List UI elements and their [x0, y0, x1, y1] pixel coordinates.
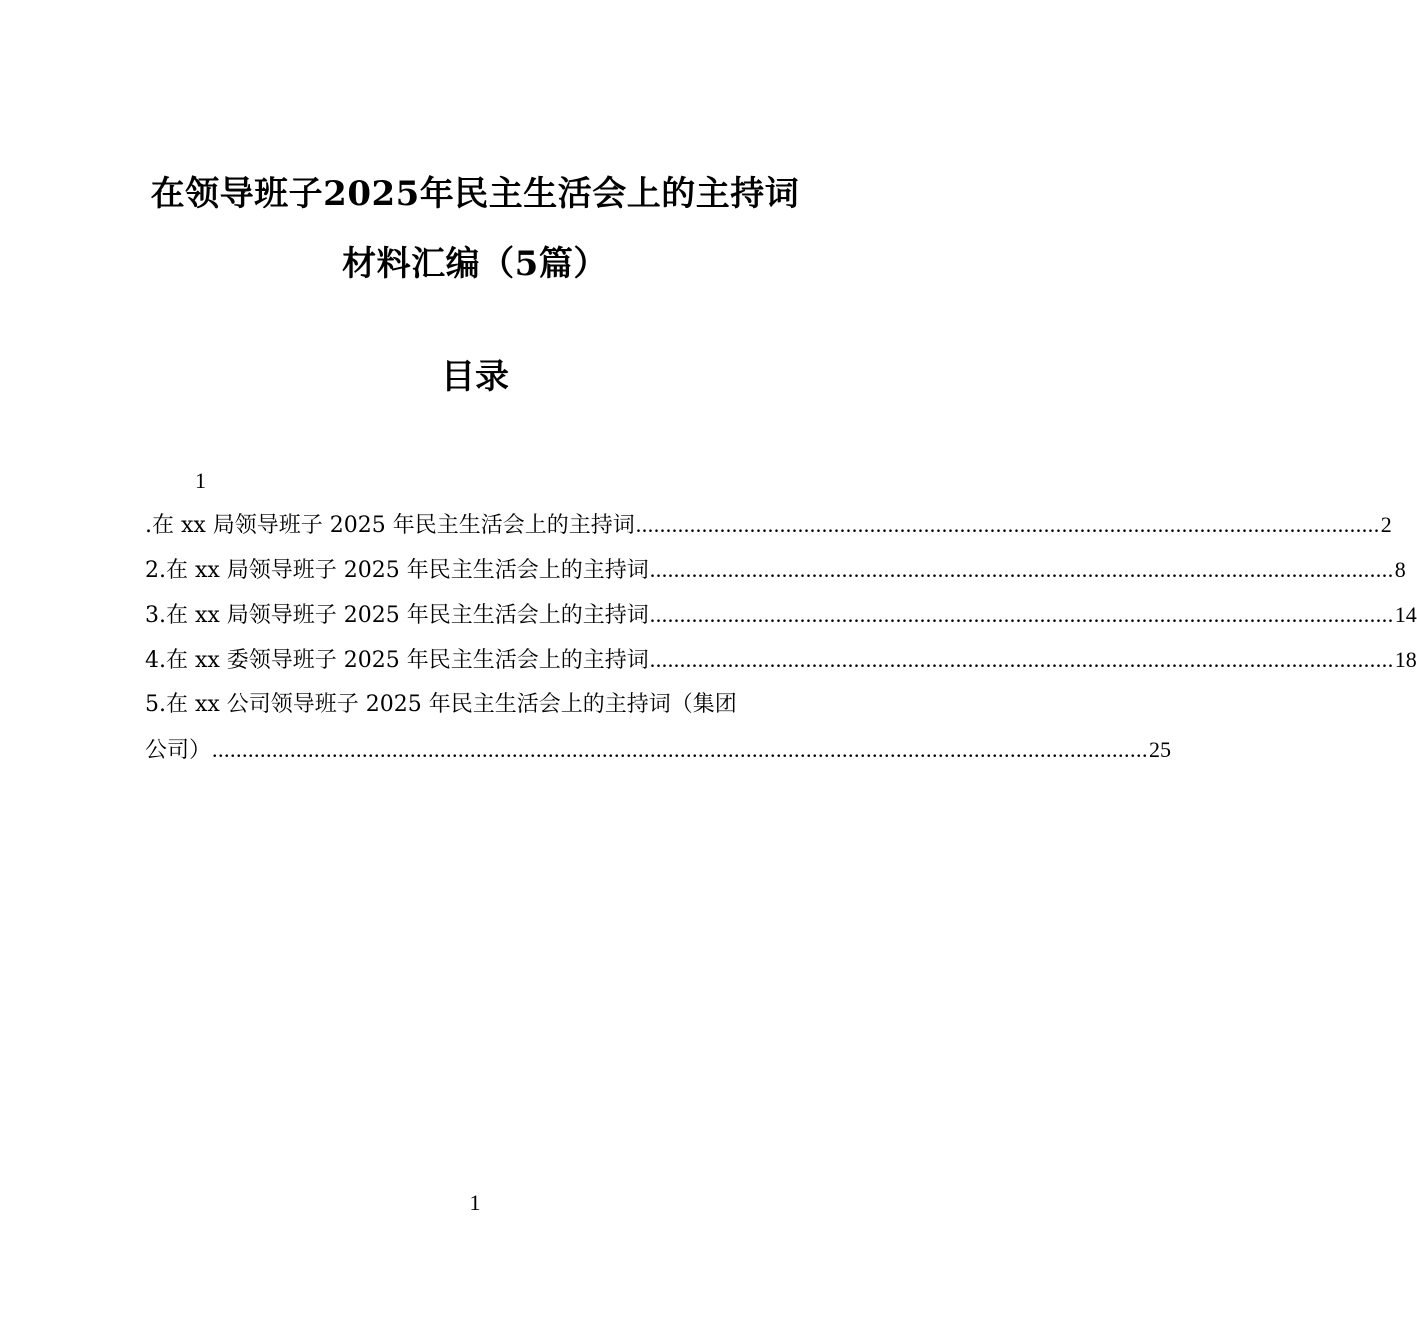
toc-leader-dots: ............................................................................................................................ [649, 557, 1394, 582]
document-title-line-2: 材料汇编（5篇） [342, 244, 608, 284]
toc-leader-dots: ............................................................................................................................................................ [212, 737, 1149, 762]
toc-entry-page: 18 [1394, 647, 1417, 672]
toc-entry-text: 5.在 xx 公司领导班子 2025 年民主生活会上的主持词（集团 [145, 692, 737, 717]
toc-leader-dots: ............................................................................................................................ [649, 647, 1394, 672]
toc-entry-2[interactable] [145, 552, 1406, 597]
toc-leader-dots: ............................................................................................................................ [635, 512, 1380, 537]
toc-entry-text: .在 xx 局领导班子 2025 年民主生活会上的主持词 [145, 513, 635, 538]
toc-entry-1-number: 1 [195, 468, 206, 493]
toc-entry-text: 2.在 xx 局领导班子 2025 年民主生活会上的主持词 [145, 558, 649, 583]
toc-entry-1[interactable] [145, 507, 1392, 552]
table-of-contents [145, 507, 1417, 777]
toc-entry-4[interactable] [145, 642, 1417, 687]
toc-entry-page: 2 [1380, 512, 1392, 537]
toc-entry-text-continued: 公司） [145, 738, 212, 763]
toc-entry-page: 25 [1149, 737, 1172, 762]
toc-entry-page: 14 [1394, 602, 1417, 627]
toc-heading: 目录 [441, 357, 509, 397]
toc-entry-5-line-1[interactable] [145, 687, 805, 732]
toc-leader-dots: ............................................................................................................................ [649, 602, 1394, 627]
toc-entry-page: 8 [1394, 557, 1406, 582]
page-number: 1 [469, 1190, 481, 1215]
toc-entry-text: 3.在 xx 局领导班子 2025 年民主生活会上的主持词 [145, 603, 649, 628]
toc-entry-5-line-2[interactable] [145, 732, 1172, 777]
toc-entry-text: 4.在 xx 委领导班子 2025 年民主生活会上的主持词 [145, 648, 649, 673]
toc-entry-3[interactable] [145, 597, 1417, 642]
document-title-line-1: 在领导班子2025年民主生活会上的主持词 [150, 174, 800, 214]
